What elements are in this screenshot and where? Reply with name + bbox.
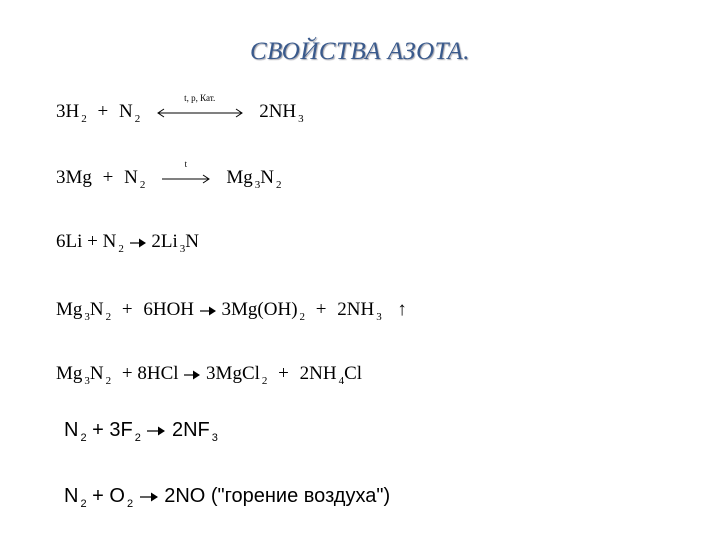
formula: 3F xyxy=(109,419,133,441)
subscript: 3 xyxy=(376,311,382,323)
formula: 2Li xyxy=(151,231,178,252)
subscript: 3 xyxy=(254,179,261,191)
subscript: 2 xyxy=(134,113,141,125)
subscript: 2 xyxy=(80,498,87,510)
equation-magnesium-nitride xyxy=(56,158,282,198)
plus-sign: + xyxy=(121,299,133,320)
formula: N xyxy=(102,231,117,252)
plus-sign: + xyxy=(102,167,114,188)
formula: 6Li xyxy=(56,231,83,252)
reaction-conditions: t xyxy=(184,158,188,169)
subscript: 2 xyxy=(105,375,112,387)
formula: 3Mg xyxy=(56,167,92,188)
subscript: 2 xyxy=(261,375,268,387)
reaction-note: ("горение воздуха") xyxy=(210,485,391,507)
reaction-arrow xyxy=(139,491,159,503)
right-arrow-icon xyxy=(139,491,159,503)
formula: N xyxy=(185,231,199,252)
reaction-arrow xyxy=(161,158,211,185)
slide-title: СВОЙСТВА АЗОТА. xyxy=(249,38,471,65)
subscript: 3 xyxy=(179,243,186,255)
subscript: 3 xyxy=(84,375,90,387)
formula: N xyxy=(124,167,138,188)
formula: 3MgCl xyxy=(206,363,260,384)
right-arrow-icon xyxy=(129,237,147,249)
subscript: 3 xyxy=(298,113,304,125)
formula: N xyxy=(64,485,79,507)
formula: 8HCl xyxy=(137,363,179,384)
equation-fluorine xyxy=(64,410,218,450)
formula: 2NO xyxy=(164,485,206,507)
subscript: 2 xyxy=(105,311,112,323)
equation-hydrolysis xyxy=(56,290,407,330)
formula: 2NH xyxy=(259,101,297,122)
formula: Cl xyxy=(344,363,363,384)
equation-ammonia-synthesis xyxy=(56,92,304,132)
subscript: 2 xyxy=(80,432,87,444)
subscript: 3 xyxy=(84,311,90,323)
subscript: 2 xyxy=(118,243,124,255)
formula: O xyxy=(109,485,125,507)
plus-sign: + xyxy=(87,231,98,252)
formula: Mg xyxy=(56,363,83,384)
reaction-conditions: t, p, Кат. xyxy=(184,92,216,103)
right-arrow-icon xyxy=(199,305,217,317)
formula: N xyxy=(89,299,104,320)
formula: N xyxy=(64,419,79,441)
gas-evolution-arrow: ↑ xyxy=(397,299,407,320)
subscript: 2 xyxy=(126,498,134,510)
plus-sign: + xyxy=(315,299,327,320)
reaction-arrow xyxy=(146,425,166,437)
formula: 6HOH xyxy=(143,299,195,320)
formula: 2NF xyxy=(171,419,210,441)
formula: Mg xyxy=(56,299,83,320)
subscript: 2 xyxy=(299,311,306,323)
right-arrow-icon xyxy=(161,173,211,185)
subscript: 2 xyxy=(134,432,141,444)
equation-oxygen xyxy=(64,476,390,516)
subscript: 2 xyxy=(276,179,282,191)
double-arrow-icon xyxy=(156,107,244,119)
formula: 2NH xyxy=(337,299,375,320)
formula: 2NH xyxy=(299,363,337,384)
formula: N xyxy=(260,167,274,188)
plus-sign: + xyxy=(92,485,104,507)
reversible-arrow xyxy=(156,92,244,119)
equation-hydrochloric xyxy=(56,354,362,394)
right-arrow-icon xyxy=(183,369,201,381)
subscript: 2 xyxy=(139,179,146,191)
plus-sign: + xyxy=(92,419,104,441)
plus-sign: + xyxy=(278,363,289,384)
reaction-arrow xyxy=(129,237,147,249)
reaction-arrow xyxy=(183,369,201,381)
formula: N xyxy=(89,363,104,384)
equation-lithium-nitride xyxy=(56,222,199,262)
formula: 3H xyxy=(56,101,80,122)
plus-sign: + xyxy=(97,101,109,122)
plus-sign: + xyxy=(121,363,133,384)
formula: N xyxy=(118,101,133,122)
formula: Mg xyxy=(226,167,253,188)
subscript: 2 xyxy=(81,113,87,125)
formula: 3Mg(OH) xyxy=(221,299,298,320)
subscript: 4 xyxy=(338,375,345,387)
reaction-arrow xyxy=(199,305,217,317)
right-arrow-icon xyxy=(146,425,166,437)
subscript: 3 xyxy=(211,432,218,444)
